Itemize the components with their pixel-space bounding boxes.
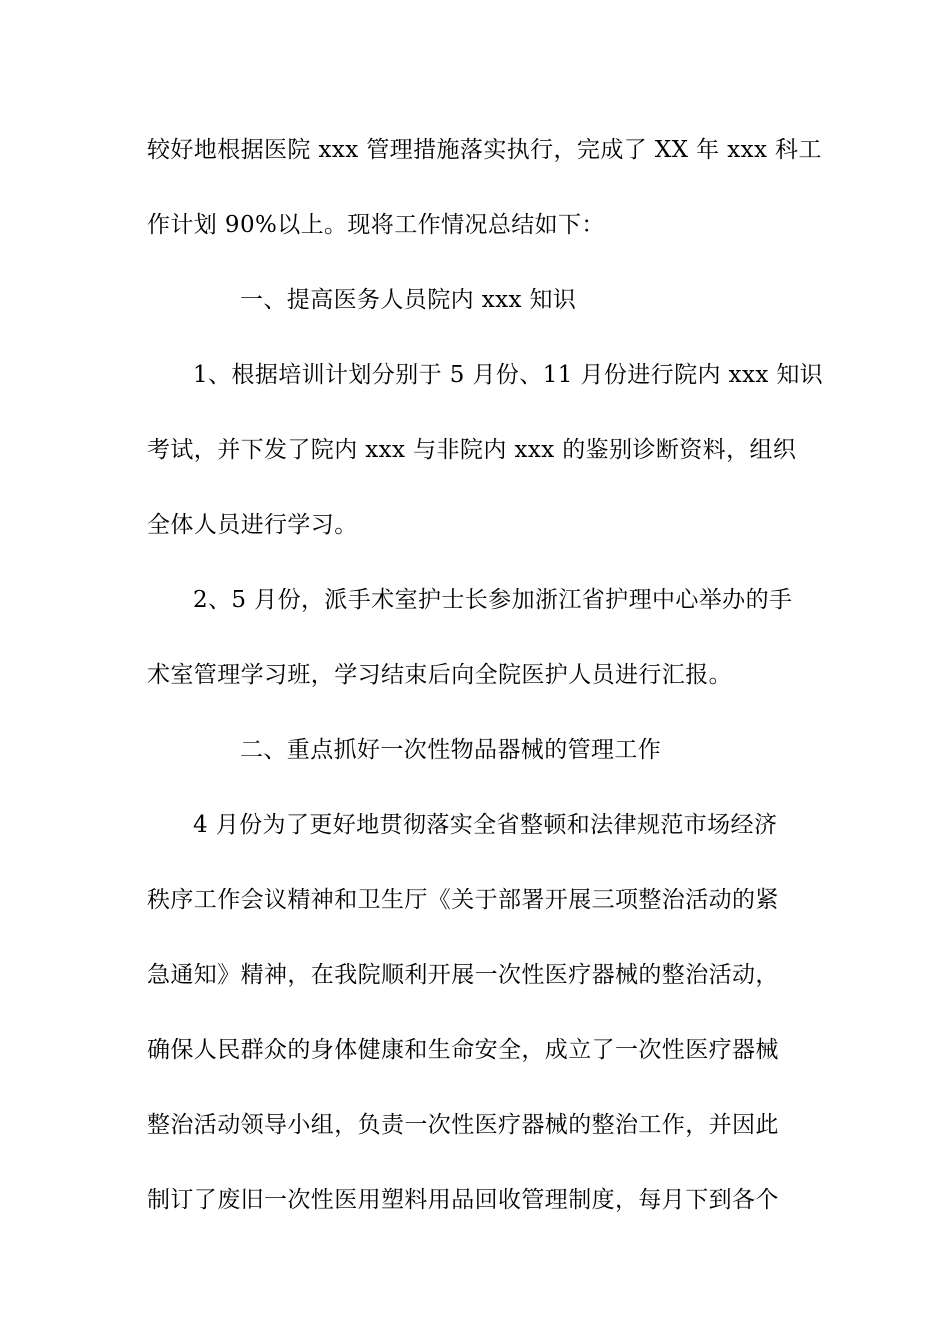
paragraph-line: 急通知》精神，在我院顺利开展一次性医疗器械的整治活动，	[147, 962, 779, 988]
paragraph-line: 术室管理学习班，学习结束后向全院医护人员进行汇报。	[147, 662, 732, 688]
paragraph-line: 较好地根据医院 xxx 管理措施落实执行，完成了 XX 年 xxx 科工	[147, 137, 822, 163]
paragraph-line: 作计划 90%以上。现将工作情况总结如下：	[147, 212, 605, 238]
section-heading: 一、提高医务人员院内 xxx 知识	[240, 287, 577, 313]
paragraph-line: 秩序工作会议精神和卫生厅《关于部署开展三项整治活动的紧	[147, 887, 779, 913]
paragraph-line: 4 月份为了更好地贯彻落实全省整顿和法律规范市场经济	[193, 812, 778, 838]
paragraph-line: 考试，并下发了院内 xxx 与非院内 xxx 的鉴别诊断资料，组织	[147, 437, 797, 463]
paragraph-line: 1、根据培训计划分别于 5 月份、11 月份进行院内 xxx 知识	[193, 362, 824, 388]
paragraph-line: 2、5 月份，派手术室护士长参加浙江省护理中心举办的手	[193, 587, 793, 613]
paragraph-line: 整治活动领导小组，负责一次性医疗器械的整治工作，并因此	[147, 1112, 779, 1138]
section-heading: 二、重点抓好一次性物品器械的管理工作	[240, 737, 662, 763]
paragraph-line: 制订了废旧一次性医用塑料用品回收管理制度，每月下到各个	[147, 1187, 779, 1213]
paragraph-line: 全体人员进行学习。	[147, 512, 358, 538]
paragraph-line: 确保人民群众的身体健康和生命安全，成立了一次性医疗器械	[147, 1037, 779, 1063]
